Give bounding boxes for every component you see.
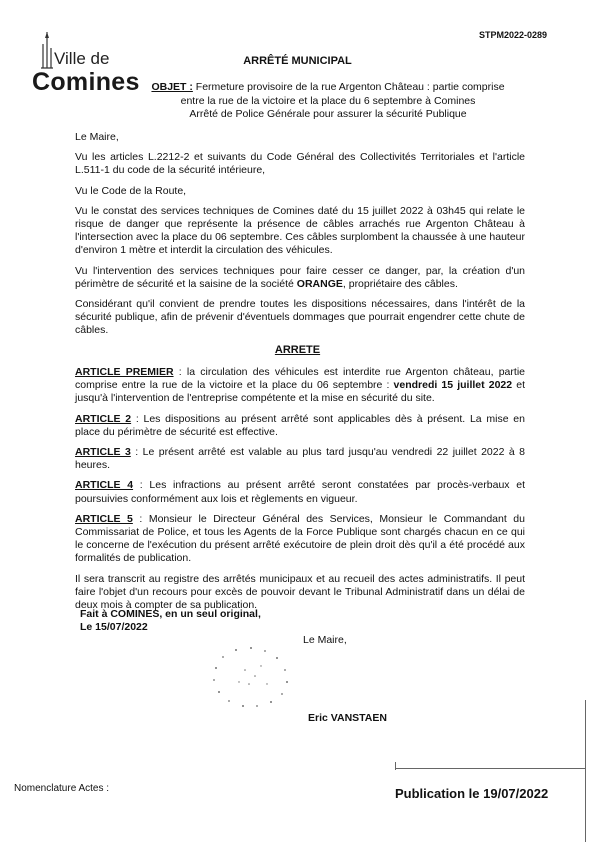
article-2-text: : Les dispositions au présent arrêté sont applicables dès à présent. La mise en place du périmètre de sécurité est effective. [75, 412, 525, 438]
objet-line3: Arrêté de Police Générale pour assurer la sécurité Publique [189, 108, 467, 120]
le-maire-heading: Le Maire, [75, 131, 119, 143]
article-4-label: ARTICLE 4 [75, 479, 134, 492]
divider-vertical [585, 700, 586, 842]
signature-date: Le 15/07/2022 [80, 621, 148, 633]
vu-constat: Vu le constat des services techniques de Comines daté du 15 juillet 2022 à 03h45 qui relate le risque de danger que représente la présence de câbles arrachés rue Argenton Château à l'intersection avec la place du 06 septembre. Ces câbles surplombent la chaussée à une hauteur d'environ 1 mètre et interdit la circulation des véhicules. [75, 204, 525, 257]
article-3 [75, 446, 525, 472]
vu-intervention [75, 265, 525, 291]
fait-a-comines: Fait à COMINES, en un seul original, [80, 608, 261, 620]
divider-horizontal [395, 768, 585, 769]
article-1-date: vendredi 15 juillet 2022 [393, 379, 513, 392]
objet-label: OBJET : [151, 81, 193, 93]
signatory-name: Eric VANSTAEN [308, 712, 387, 724]
article-5 [75, 513, 525, 566]
article-2 [75, 413, 525, 439]
considerant: Considérant qu'il convient de prendre toutes les dispositions nécessaires, dans l'intérêt de la sécurité publique, afin de prévenir d'éventuels dommages que pourrait engendrer cette chute de câbles. [75, 298, 525, 337]
vu-code-collectivites: Vu les articles L.2212-2 et suivants du Code Général des Collectivités Territoriales et l'article L.511-1 du code de la sécurité intérieure, [75, 151, 525, 177]
objet-line2: entre la rue de la victoire et la place du 6 septembre à Comines [180, 94, 476, 107]
articles [75, 366, 525, 619]
article-1-label: ARTICLE PREMIER [75, 366, 174, 378]
official-stamp-icon [205, 640, 297, 710]
logo-ville-text: Ville de [54, 49, 110, 68]
article-4 [75, 479, 525, 505]
article-1-text: : la circulation des véhicules est interdite rue Argenton château, partie comprise entre la rue de la victoire et la place du 06 septembre : [75, 366, 525, 392]
objet-line1: Fermeture provisoire de la rue Argenton Château : partie comprise [195, 81, 505, 93]
article-5-text: : Monsieur le Directeur Général des Services, Monsieur le Commandant du Commissariat de Police, et tous les Agents de la Force Publique sont chargés chacun en ce qui le concerne de l'exécution du présent arrêté exécutoire de plein droit dès qu'il a été procédé aux formalités de publication. [75, 512, 525, 565]
article-1 [75, 366, 525, 406]
objet-block [138, 81, 518, 122]
preamble [75, 131, 525, 345]
document-reference: STPM2022-0289 [478, 30, 547, 40]
vu-code-route: Vu le Code de la Route, [75, 184, 187, 197]
divider-tick [395, 762, 396, 770]
article-3-label: ARTICLE 3 [75, 446, 131, 459]
orange-company: ORANGE [296, 277, 343, 290]
nomenclature-actes: Nomenclature Actes : [14, 783, 110, 794]
article-2-label: ARTICLE 2 [75, 412, 132, 425]
recours-paragraph: Il sera transcrit au registre des arrêtés municipaux et au recueil des actes administratifs. Il peut faire l'objet d'un recours pour excès de pouvoir devant le Tribunal Administratif dans un délai de deux mois à compter de sa publication. [75, 572, 525, 612]
publication-date: Publication le 19/07/2022 [395, 786, 549, 801]
signature-le-maire: Le Maire, [303, 634, 347, 646]
article-4-text: : Les infractions au présent arrêté seront constatées par procès-verbaux et poursuivies conformément aux lois et règlements en vigueur. [75, 479, 526, 505]
logo-comines-text: Comines [32, 68, 140, 96]
article-5-label: ARTICLE 5 [75, 512, 133, 525]
vu-intervention-end: , propriétaire des câbles. [342, 277, 458, 290]
document-title: ARRÊTÉ MUNICIPAL [243, 55, 352, 67]
article-3-text: : Le présent arrêté est valable au plus tard jusqu'au vendredi 22 juillet 2022 à 8 heures. [75, 446, 525, 472]
vu-intervention-text: Vu l'intervention des services techniques pour faire cesser ce danger, par, la création d'un périmètre de sécurité et la saisine de la société [75, 264, 525, 290]
arrete-heading: ARRETE [274, 344, 321, 356]
article-1-text-end: et jusqu'à l'intervention de l'entreprise compétente et la mise en sécurité du site. [75, 379, 525, 405]
